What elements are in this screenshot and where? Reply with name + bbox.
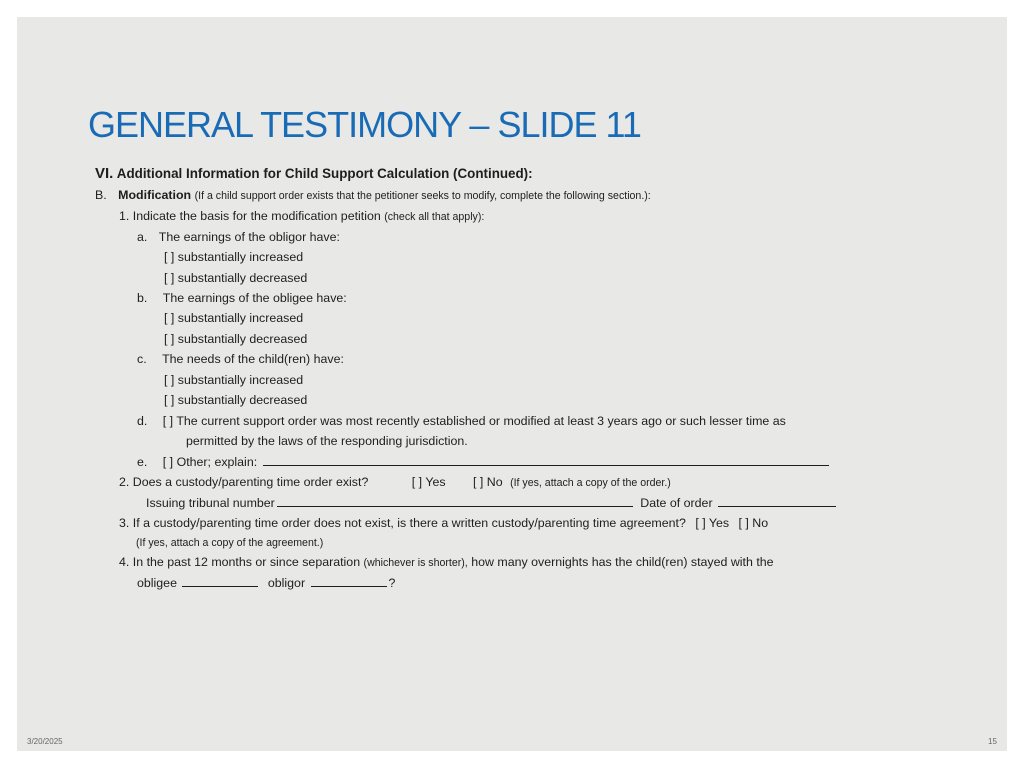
section-title: Additional Information for Child Support Calculation (Continued): (116, 166, 533, 181)
obligor-blank[interactable] (311, 585, 387, 587)
option-b-decreased-checkbox[interactable]: [ ] substantially decreased (164, 332, 308, 346)
option-c-letter: c. (137, 352, 147, 366)
option-d-checkbox[interactable]: [ ] The current support order was most recently established or modified at least 3 years ago or such lesser time as (162, 414, 786, 428)
section-numeral: VI. (95, 165, 114, 182)
obligee-blank[interactable] (182, 585, 258, 587)
option-b-increased-checkbox[interactable]: [ ] substantially increased (164, 311, 304, 325)
option-d-continuation: permitted by the laws of the responding jurisdiction. (186, 434, 468, 448)
tribunal-label: Issuing tribunal number (146, 496, 275, 510)
option-c-increased-checkbox[interactable]: [ ] substantially increased (164, 373, 304, 387)
option-e-letter: e. (137, 455, 148, 469)
question-3-yes-checkbox[interactable]: [ ] Yes (695, 516, 730, 530)
question-2 (119, 475, 671, 489)
question-4-text: In the past 12 months or since separation (132, 555, 361, 569)
question-1-note: (check all that apply): (384, 211, 485, 223)
question-4-number: 4. (119, 555, 130, 569)
question-1-text: Indicate the basis for the modification petition (132, 209, 381, 223)
slide-page-number: 15 (988, 737, 997, 746)
obligor-label: obligor (267, 576, 306, 590)
option-a-increased-checkbox[interactable]: [ ] substantially increased (164, 250, 304, 264)
question-4-note: (whichever is shorter), (363, 557, 468, 569)
option-b (137, 291, 347, 305)
option-a-letter: a. (137, 230, 148, 244)
question-3 (119, 516, 768, 530)
part-letter: B. (95, 188, 107, 202)
question-1-number: 1. (119, 209, 130, 223)
question-3-number: 3. (119, 516, 130, 530)
tribunal-row (146, 496, 838, 510)
option-a-text: The earnings of the obligor have: (158, 230, 340, 244)
option-b-text: The earnings of the obligee have: (162, 291, 347, 305)
question-2-text: Does a custody/parenting time order exist? (132, 475, 369, 489)
question-2-number: 2. (119, 475, 130, 489)
option-c-text: The needs of the child(ren) have: (162, 352, 344, 366)
option-d-letter: d. (137, 414, 148, 428)
tribunal-blank[interactable] (277, 505, 633, 507)
option-a-decreased-checkbox[interactable]: [ ] substantially decreased (164, 271, 308, 285)
option-d (137, 414, 786, 428)
part-heading (95, 188, 651, 202)
obligee-label: obligee (137, 576, 177, 590)
option-a (137, 230, 340, 244)
question-3-no-checkbox[interactable]: [ ] No (738, 516, 769, 530)
overnights-row (137, 576, 395, 590)
date-of-order-label: Date of order (640, 496, 713, 510)
part-title: Modification (118, 188, 192, 202)
option-e (137, 455, 831, 469)
question-4-text-continued: how many overnights has the child(ren) stayed with the (471, 555, 774, 569)
question-3-text: If a custody/parenting time order does not exist, is there a written custody/parenting time agreement? (132, 516, 686, 530)
question-2-note: (If yes, attach a copy of the order.) (510, 477, 671, 489)
slide-date: 3/20/2025 (27, 737, 63, 746)
slide-title: GENERAL TESTIMONY – SLIDE 11 (88, 104, 641, 145)
question-3-note: (If yes, attach a copy of the agreement.) (136, 537, 324, 549)
option-c-decreased-checkbox[interactable]: [ ] substantially decreased (164, 393, 308, 407)
question-4 (119, 555, 774, 569)
question-2-no-checkbox[interactable]: [ ] No (473, 475, 503, 489)
option-b-letter: b. (137, 291, 148, 305)
date-of-order-blank[interactable] (718, 505, 836, 507)
question-mark: ? (388, 576, 396, 590)
option-e-checkbox[interactable]: [ ] Other; explain: (162, 455, 258, 469)
question-2-yes-checkbox[interactable]: [ ] Yes (411, 475, 446, 489)
explain-blank[interactable] (263, 464, 829, 466)
option-c (137, 352, 344, 366)
section-heading (95, 165, 533, 182)
question-1 (119, 209, 484, 223)
part-note: (If a child support order exists that the petitioner seeks to modify, complete the following section.): (194, 190, 651, 202)
